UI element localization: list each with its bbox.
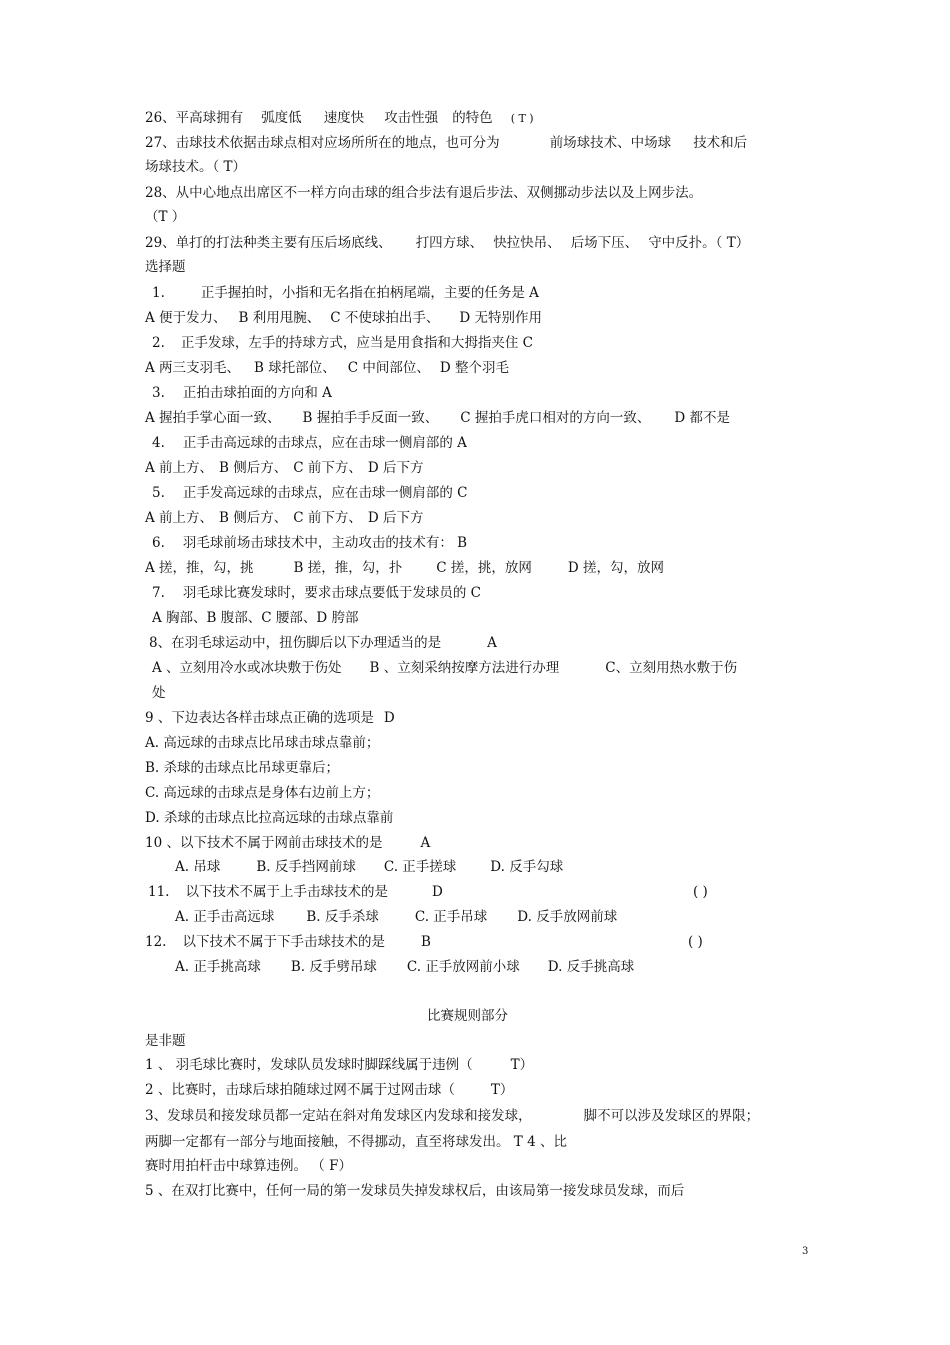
mc-q1-options (145, 309, 542, 327)
mc-q6-option-c: C 搓，挑，放网 (436, 560, 532, 576)
mc-q7-stem: 羽毛球比赛发球时，要求击球点要低于发球员的 C (182, 585, 482, 601)
mc-q11-stem: 以下技术不属于上手击球技术的是 (185, 884, 388, 900)
mc-q2-stem: 正手发球，左手的持球方式，应当是用食指和大拇指夹住 C (180, 335, 534, 351)
mc-q2-option-d: D 整个羽毛 (439, 360, 510, 376)
mc-q3-num: 3. (152, 385, 165, 401)
mc-q6-options (145, 559, 664, 577)
rules-r3-line1 (145, 1107, 759, 1125)
mc-q1-num: 1. (152, 285, 165, 301)
rules-r2-answer: T） (490, 1082, 514, 1098)
q29-text-a: 29、单打的打法种类主要有压后场底线、 (145, 235, 392, 251)
q27-text-c: 技术和后 (693, 135, 748, 151)
mc-q5-option-b: B 侧后方、 (219, 510, 288, 526)
mc-q11-blank: ( ) (693, 884, 708, 900)
mc-q12-answer: B (420, 934, 431, 950)
mc-q9-answer: D (383, 710, 395, 726)
mc-q10-option-b: B. 反手挡网前球 (256, 859, 356, 875)
mc-q10-stem-line (145, 834, 430, 852)
mc-q11-options (175, 908, 617, 926)
section-title: 比赛规则部分 (427, 1008, 508, 1024)
rules-r1-text: 1 、 羽毛球比赛时，发球队员发球时脚踩线属于违例（ (145, 1057, 473, 1073)
mc-q12-num: 12. (145, 934, 167, 950)
mc-q1-option-d: D 无特别作用 (459, 310, 543, 326)
mc-q7-num: 7. (152, 585, 165, 601)
mc-q9-stem-line (145, 709, 395, 727)
mc-q9-stem: 9 、下边表达各样击球点正确的选项是 (145, 710, 374, 726)
q29-text-d: 后场下压、 (570, 235, 639, 251)
mc-q7-options: A 胸部、B 腹部、C 腰部、D 胯部 (152, 610, 359, 626)
mc-q10-answer: A (420, 835, 431, 851)
mc-q4-num: 4. (152, 435, 165, 451)
mc-q8-option-b: B 、立刻采纳按摩方法进行办理 (369, 660, 560, 676)
mc-q5-stem: 正手发高远球的击球点，应在击球一侧肩部的 C (182, 485, 468, 501)
mc-q8-options (152, 659, 737, 677)
q26-text-c: 速度快 (323, 110, 365, 126)
rules-r5-line: 5 、在双打比赛中，任何一局的第一发球员失掉发球权后，由该局第一接发球员发球，而后 (145, 1183, 685, 1199)
rules-r3-line2: 两脚一定都有一部分与地面接触，不得挪动，直至将球发出。 T 4 、比 (145, 1134, 567, 1150)
mc-q4-option-c: C 前下方、 (293, 460, 362, 476)
mc-q6-option-b: B 搓，推，勾，扑 (293, 560, 403, 576)
rules-r3-text-a: 3、发球员和接发球员都一定站在斜对角发球区内发球和接发球， (145, 1108, 532, 1124)
mc-q5-options (145, 509, 424, 527)
mc-q4-option-d: D 后下方 (367, 460, 424, 476)
q28-line1: 28、从中心地点出席区不一样方向击球的组合步法有退后步法、双侧挪动步法以及上网步法。 (145, 185, 703, 201)
mc-q1-option-a: A 便于发力、 (145, 310, 227, 326)
mc-q4-options (145, 459, 424, 477)
rules-r2-text: 2 、比赛时，击球后球拍随球过网不属于过网击球（ (145, 1082, 455, 1098)
mc-q1-option-b: B 利用甩腕、 (238, 310, 321, 326)
mc-q12-options (175, 958, 634, 976)
q29-line (145, 234, 749, 252)
mc-q11-option-d: D. 反手放网前球 (517, 909, 618, 925)
rules-r2-line (145, 1081, 513, 1099)
q26-answer: ( T ) (510, 112, 534, 125)
q26-text-a: 26、平高球拥有 (145, 110, 244, 126)
mc-q4-stem: 正手击高远球的击球点，应在击球一侧肩部的 A (182, 435, 467, 451)
mc-q6-option-a: A 搓，推，勾，挑 (145, 560, 254, 576)
mc-q2-option-c: C 中间部位、 (347, 360, 430, 376)
mc-q8-stem-line (149, 634, 497, 652)
rules-tf-heading: 是非题 (145, 1033, 186, 1049)
mc-q4-option-a: A 前上方、 (145, 460, 214, 476)
q26-line (145, 109, 534, 128)
mc-q7-stem-line (152, 584, 481, 602)
mc-q1-stem: 正手握拍时，小指和无名指在拍柄尾端，主要的任务是 A (200, 285, 539, 301)
mc-q3-option-a: A 握拍手掌心面一致、 (145, 410, 281, 426)
mc-q11-option-a: A. 正手击高远球 (175, 909, 275, 925)
mc-q8-option-a: A 、立刻用冷水或冰块敷于伤处 (152, 660, 342, 676)
q26-text-d: 攻击性强 (384, 110, 439, 126)
mc-q10-option-a: A. 吊球 (175, 859, 221, 875)
mc-q11-option-b: B. 反手杀球 (306, 909, 379, 925)
mc-q12-stem-line (145, 933, 431, 951)
rules-r1-line (145, 1056, 533, 1074)
mc-q6-num: 6. (152, 535, 165, 551)
mc-q2-options (145, 359, 509, 377)
mc-q9-option-c: C. 高远球的击球点是身体右边前上方； (145, 785, 380, 801)
mc-q11-stem-line (148, 883, 443, 901)
mc-q8-option-c-cont: 处 (152, 685, 166, 701)
mc-q10-stem: 10 、以下技术不属于网前击球技术的是 (145, 835, 383, 851)
mc-q1-option-c: C 不使球拍出手、 (330, 310, 440, 326)
q29-text-c: 快拉快吊、 (493, 235, 561, 251)
mc-q8-answer: A (487, 635, 497, 651)
mc-q2-stem-line (152, 334, 533, 352)
mc-q3-option-d: D 都不是 (674, 410, 731, 426)
mc-q11-answer: D (431, 884, 443, 900)
mc-q8-stem: 8、在羽毛球运动中，扭伤脚后以下办理适当的是 (149, 635, 442, 651)
mc-q11-option-c: C. 正手吊球 (414, 909, 488, 925)
mc-q12-option-d: D. 反手挑高球 (547, 959, 635, 975)
q27-text-b: 前场球技术、中场球 (549, 135, 672, 151)
mc-q1-stem-line (152, 284, 539, 302)
mc-q2-option-b: B 球托部位、 (254, 360, 336, 376)
mc-q3-options (145, 409, 730, 427)
choice-heading: 选择题 (145, 259, 186, 275)
mc-q6-option-d: D 搓，勾，放网 (567, 560, 665, 576)
q29-text-e: 守中反扑。（ T） (648, 235, 750, 251)
mc-q9-option-b: B. 杀球的击球点比吊球更靠后； (145, 760, 340, 776)
mc-q3-option-b: B 握拍手手反面一致、 (302, 410, 439, 426)
mc-q12-option-c: C. 正手放网前小球 (406, 959, 520, 975)
q28-line2: （T ） (145, 209, 186, 225)
mc-q2-num: 2. (152, 335, 165, 351)
mc-q6-stem: 羽毛球前场击球技术中，主动攻击的技术有： B (182, 535, 468, 551)
mc-q9-option-a: A. 高远球的击球点比吊球击球点靠前； (145, 735, 380, 751)
q27-line2: 场球技术。（ T） (145, 159, 247, 175)
mc-q12-option-a: A. 正手挑高球 (175, 959, 261, 975)
mc-q6-stem-line (152, 534, 467, 552)
mc-q5-option-c: C 前下方、 (293, 510, 362, 526)
q26-text-b: 弧度低 (261, 110, 302, 126)
mc-q3-stem: 正拍击球拍面的方向和 A (182, 385, 332, 401)
q27-line1 (145, 134, 747, 152)
mc-q3-stem-line (152, 384, 332, 402)
mc-q10-options (175, 858, 563, 876)
rules-r1-answer: T） (510, 1057, 534, 1073)
mc-q2-option-a: A 两三支羽毛、 (145, 360, 241, 376)
mc-q10-option-c: C. 正手搓球 (383, 859, 457, 875)
mc-q5-stem-line (152, 484, 468, 502)
q29-text-b: 打四方球、 (415, 235, 484, 251)
page-number: 3 (802, 1246, 809, 1257)
q27-text-a: 27、击球技术依据击球点相对应场所所在的地点，也可分为 (145, 135, 500, 151)
mc-q12-stem: 以下技术不属于下手击球技术的是 (182, 934, 385, 950)
mc-q5-option-a: A 前上方、 (145, 510, 214, 526)
mc-q10-option-d: D. 反手勾球 (490, 859, 564, 875)
q26-text-e: 的特色 (452, 110, 493, 126)
mc-q5-option-d: D 后下方 (367, 510, 424, 526)
mc-q8-option-c: C、立刻用热水敷于伤 (605, 660, 738, 676)
mc-q4-option-b: B 侧后方、 (219, 460, 288, 476)
mc-q5-num: 5. (152, 485, 165, 501)
rules-r3-text-b: 脚不可以涉及发球区的界限； (583, 1108, 760, 1124)
mc-q3-option-c: C 握拍手虎口相对的方向一致、 (460, 410, 651, 426)
mc-q11-num: 11. (148, 884, 170, 900)
mc-q12-blank: ( ) (688, 934, 703, 950)
mc-q4-stem-line (152, 434, 467, 452)
mc-q12-option-b: B. 反手劈吊球 (290, 959, 377, 975)
rules-r3-line3: 赛时用拍杆击中球算违例。 （ F） (145, 1158, 352, 1174)
mc-q9-option-d: D. 杀球的击球点比拉高远球的击球点靠前 (145, 810, 394, 826)
